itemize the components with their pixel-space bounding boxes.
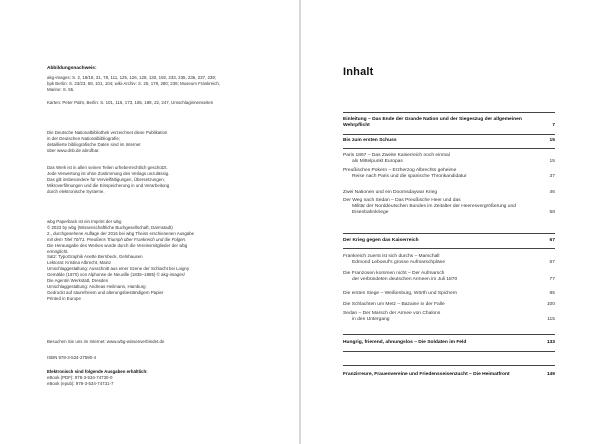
toc-rule xyxy=(343,365,555,366)
toc-entry-page: 115 xyxy=(547,317,555,323)
toc-entry-page: 77 xyxy=(549,277,555,283)
toc-entry-page: 67 xyxy=(549,238,555,243)
ebook-epub: eBook (epub): 978-3-534-74731-7 xyxy=(47,380,114,386)
toc-rule xyxy=(343,112,555,113)
toc-entry-page: 100 xyxy=(546,302,555,307)
toc-entry-title: Frankreich zuerst ist sich durchs – Marschall xyxy=(343,254,440,259)
toc-rule xyxy=(343,233,555,234)
publisher-line: Gemälde (1870) von Alphonse de Neuville (1835–1885) © akg-images/ xyxy=(47,272,185,278)
left-page xyxy=(0,0,299,444)
publisher-info xyxy=(47,219,207,302)
publisher-line: ermöglicht. xyxy=(47,248,69,254)
toc-entry-title: Der Weg nach Sedan – Das Preußische Heer und das xyxy=(343,198,461,203)
dnb-line: über www.dnb.de abrufbar. xyxy=(47,147,100,153)
toc-entry[interactable] xyxy=(343,254,555,266)
toc-entry-page: 7 xyxy=(552,123,555,129)
image-credits-line: Marine: S. 55. xyxy=(47,86,75,92)
toc-entry-continuation: Edmond Leboeuf's grosse Aufmarschpläne xyxy=(352,260,446,266)
publisher-line: Satz: TypoGraphik Anette Bernbeck, Gelnhausen xyxy=(47,254,143,260)
toc-entry-title: Bis zum ersten Schuss xyxy=(343,138,397,143)
dnb-line: Die Deutsche Nationalbibliothek verzeichnet diese Publikation xyxy=(47,130,168,135)
toc-entry-title: Der Krieg gegen das Kaiserreich xyxy=(343,238,419,243)
toc-entry-continuation: Reise nach Paris und die spanische Thronkandidatur xyxy=(352,174,467,180)
toc-entry-page: 15 xyxy=(549,138,555,143)
toc-entry[interactable] xyxy=(343,340,555,346)
toc-entry-page: 15 xyxy=(549,159,555,165)
publisher-line: mit dem Titel 70/71. Preußens Triumph über Frankreich und die Folgen. xyxy=(47,236,187,242)
publisher-line: Die Herausgabe des Werkes wurde durch die Vereinsmitglieder der wbg xyxy=(47,242,188,248)
toc-entry-page: 149 xyxy=(546,372,555,377)
toc-entry[interactable] xyxy=(343,153,555,165)
toc-entry-page: 133 xyxy=(546,340,555,345)
publisher-line: 2., durchgesehene Auflage der 2016 bei wbg Theiss erschienenen Ausgabe xyxy=(47,230,195,236)
toc-entry[interactable] xyxy=(343,198,555,217)
toc-entry[interactable] xyxy=(343,190,555,196)
toc-entry-title: Zwei Nationen und ein Doomsdaywar Krieg xyxy=(343,190,438,195)
image-credits-line: akg-images: S. 2, 18/19, 31, 78, 111, 125, 126, 128, 130, 192, 233, 235, 236, 237, 239; xyxy=(47,74,217,80)
map-credits-line: Karten: Peter Palm, Berlin: S. 101, 116, 173, 185, 188, 22, 247, Umschlaginnenseiten xyxy=(47,100,214,105)
copyright-line: Jede Verwertung ist ohne Zustimmung des Verlags unzulässig. xyxy=(47,170,170,176)
publisher-line: © 2023 by wbg (Wissenschaftliche Buchgesellschaft, Darmstadt) xyxy=(47,224,173,230)
toc-entry-page: 37 xyxy=(549,174,555,180)
isbn-line: ISBN 978-3-534-27590-4 xyxy=(47,355,97,360)
toc-entry[interactable] xyxy=(343,117,555,129)
toc-title: Inhalt xyxy=(343,66,374,78)
toc-entry[interactable] xyxy=(343,311,555,323)
dnb-line: in der Deutschen Nationalbibliografie; xyxy=(47,135,120,141)
toc-entry[interactable] xyxy=(343,168,555,180)
toc-entry-page: 46 xyxy=(549,190,555,195)
toc-entry-title: Die Franzosen kommen nicht – Der Aufmarsch xyxy=(343,271,445,276)
toc-entry-title: Die ersten Siege – Weißenburg, Wörth und Spichern xyxy=(343,291,458,296)
toc-entry[interactable] xyxy=(343,302,555,308)
dnb-notice xyxy=(47,130,207,154)
copyright-line: Mikroverfilmungen und die Einspeicherung in und Verarbeitung xyxy=(47,182,170,188)
toc-rule xyxy=(343,148,555,149)
toc-entry-title: Die Schlachten um Metz – Bazaine in der Falle xyxy=(343,302,445,307)
website-notice xyxy=(47,339,207,345)
publisher-line: Lektorat: Kristina Albrecht, Mainz xyxy=(47,260,112,266)
copyright-line: Das Werk ist in allen seinen Teilen urheberrechtlich geschützt. xyxy=(47,165,168,170)
copyright-line: Das gilt insbesondere für Vervielfältigungen, Übersetzungen, xyxy=(47,176,165,182)
isbn xyxy=(47,355,277,361)
toc-entry-title: Paris 1867 – Das Zweite Kaiserreich noch einmal xyxy=(343,153,450,158)
toc-entry-title: Sedan – Der Marsch der Armee von Chalons xyxy=(343,311,441,316)
publisher-line: Umschlaggestaltung: Andreas Heilmann, Hamburg xyxy=(47,283,146,289)
toc-rule xyxy=(343,334,555,335)
toc-entry[interactable] xyxy=(343,372,555,378)
copyright-notice xyxy=(47,165,207,195)
copyright-line: durch elektronische Systeme. xyxy=(47,188,105,194)
image-credits-heading: Abbildungsnachweis: xyxy=(47,66,97,71)
map-credits xyxy=(47,100,277,106)
publisher-line: Printed in Europe xyxy=(47,295,81,301)
dnb-line: detaillierte bibliografische Daten sind im Internet xyxy=(47,141,141,147)
publisher-line: Umschlaggestaltung: Ausschnitt aus einer Szene der Schlacht bei Loigny xyxy=(47,266,190,272)
toc-entry-title: Franzirreure, Frauenvereine und Friedensseisenzucht – Die Heimatfront xyxy=(343,372,510,377)
ebook-editions xyxy=(47,369,277,387)
toc-entry-title: Einleitung – Das Ende der Grande Nation und der Siegeszug der allgemeinen Wehrpflicht xyxy=(343,117,522,129)
website-line: Besuchen Sie uns im Internet: www.wbg-wissenverbindet.de xyxy=(47,339,165,344)
toc-rule xyxy=(343,134,555,135)
toc-rule xyxy=(343,351,555,352)
toc-entry-continuation: der verbündeten deutschen Armeen im Juli 1870 xyxy=(352,277,458,283)
toc-entry[interactable] xyxy=(343,138,555,144)
toc-entry-continuation: in den Untergang xyxy=(352,317,390,323)
image-credits-line: bpk Berlin: S. 23/23, 58, 101, 104; wiki-Archiv: S. 25, 178, 280; 239; Museum Frankreich, xyxy=(47,80,221,86)
ebook-pdf: eBook (PDF): 978-3-534-74730-0 xyxy=(47,374,113,380)
toc-rule xyxy=(343,248,555,249)
ebook-heading: Elektronisch sind folgende Ausgaben erhältlich: xyxy=(47,369,148,374)
toc-entry[interactable] xyxy=(343,271,555,283)
image-credits xyxy=(47,66,277,93)
toc-entry-page: 58 xyxy=(549,210,555,216)
toc-entry-title: Preußisches Pokern – Erzherzog Albrechts geheime xyxy=(343,168,457,173)
publisher-line: Die Agentin Werkstatt, Dresden xyxy=(47,278,109,284)
toc-entry[interactable] xyxy=(343,238,555,244)
toc-entry-page: 67 xyxy=(549,260,555,266)
toc-entry-title: Hungrig, frierend, ahnungslos – Die Soldaten im Feld xyxy=(343,340,467,345)
publisher-line: Gedruckt auf säurefreiem und alterungsbeständigem Papier xyxy=(47,289,164,295)
toc-entry-continuation: Militär der Norddeutschen Bundes im Zeitalter der Heeresvergrößerung und Eisenbahnkriege xyxy=(352,204,516,216)
toc-entry-continuation: als Mittelpunkt Europas xyxy=(352,159,403,165)
publisher-line: wbg Paperback ist ein Imprint der wbg xyxy=(47,219,122,224)
toc-entry-page: 85 xyxy=(549,291,555,296)
toc-entry[interactable] xyxy=(343,291,555,297)
